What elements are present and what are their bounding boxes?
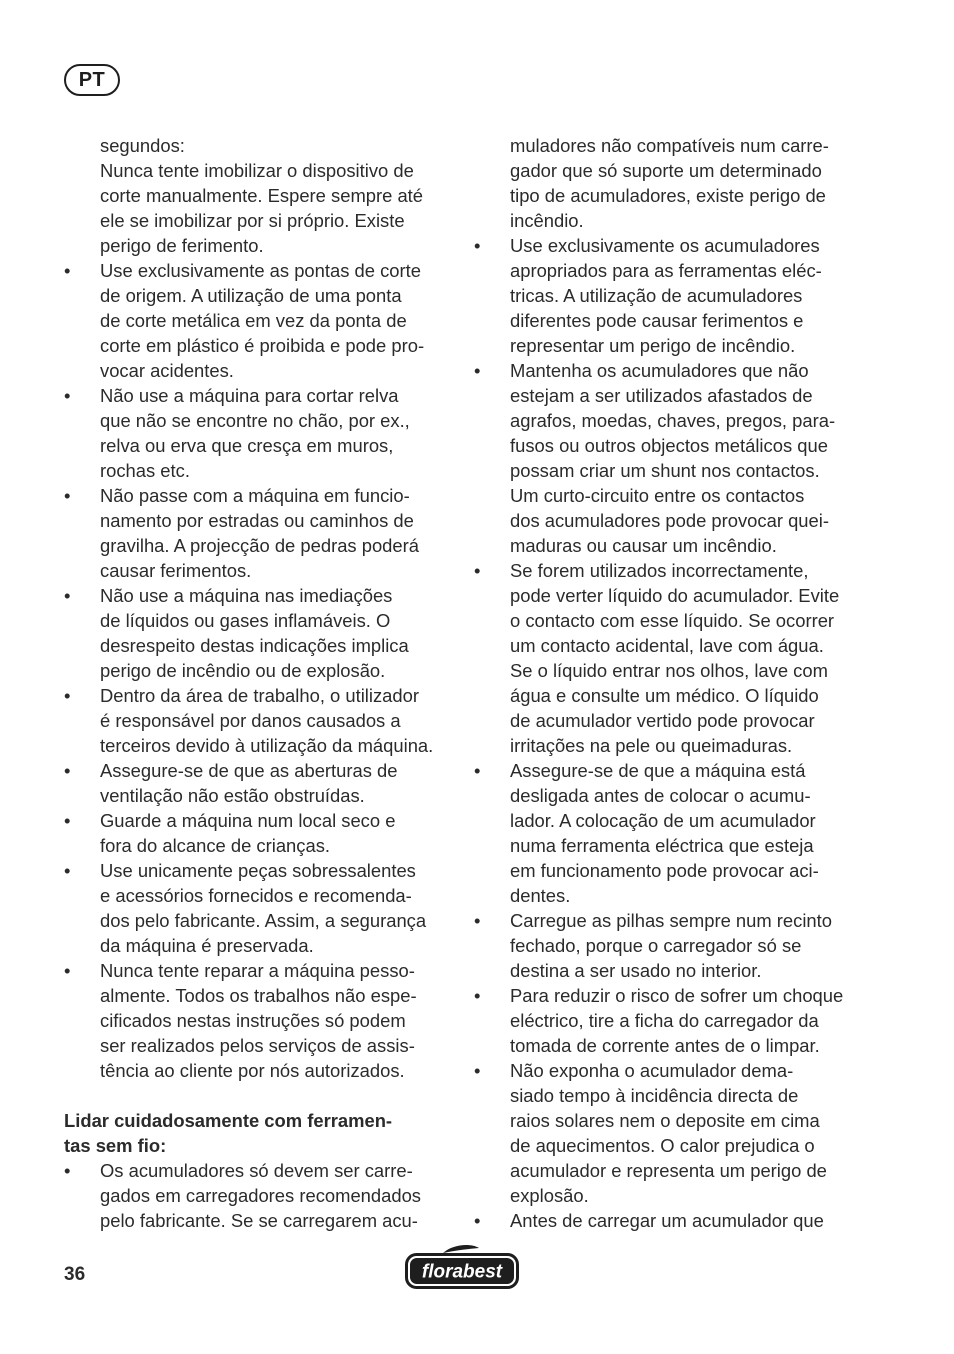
paragraph-gap: [64, 1083, 450, 1108]
page-number: 36: [64, 1264, 86, 1285]
text-line: [474, 408, 860, 433]
text-line: [64, 708, 450, 733]
text-line: [474, 1008, 860, 1033]
line-text: dentes.: [510, 885, 571, 906]
text-line: [474, 158, 860, 183]
text-line: [64, 933, 450, 958]
text-line: [64, 383, 450, 408]
text-line: [64, 408, 450, 433]
text-line: [64, 758, 450, 783]
line-text: da máquina é preservada.: [100, 935, 314, 956]
line-text: relva ou erva que cresça em muros,: [100, 435, 394, 456]
right-text-column: [474, 133, 860, 1233]
line-text: almente. Todos os trabalhos não espe-: [100, 985, 417, 1006]
line-text: tomada de corrente antes de o limpar.: [510, 1035, 820, 1056]
text-line: [474, 758, 860, 783]
text-line: [64, 808, 450, 833]
text-line: [64, 358, 450, 383]
line-text: Use exclusivamente as pontas de corte: [100, 260, 421, 281]
text-line: [64, 183, 450, 208]
text-line: [474, 1158, 860, 1183]
text-line: [64, 658, 450, 683]
text-line: [64, 433, 450, 458]
left-text-column: [64, 133, 450, 1233]
text-line: [474, 1133, 860, 1158]
bullet-marker: •: [474, 1060, 481, 1081]
line-text: Para reduzir o risco de sofrer um choque: [510, 985, 844, 1006]
line-text: Assegure-se de que as aberturas de: [100, 760, 398, 781]
text-line: [64, 883, 450, 908]
line-text: representar um perigo de incêndio.: [510, 335, 796, 356]
text-line: [474, 133, 860, 158]
text-line: [474, 233, 860, 258]
text-line: [64, 458, 450, 483]
line-text: e acessórios fornecidos e recomenda-: [100, 885, 412, 906]
line-text: de origem. A utilização de uma ponta: [100, 285, 402, 306]
line-text: vocar acidentes.: [100, 360, 234, 381]
section-heading-line: [64, 1133, 450, 1158]
line-text: causar ferimentos.: [100, 560, 252, 581]
bullet-marker: •: [474, 360, 481, 381]
line-text: tas sem fio:: [64, 1135, 167, 1156]
line-text: perigo de incêndio ou de explosão.: [100, 660, 386, 681]
bullet-marker: •: [64, 860, 71, 881]
text-line: [474, 858, 860, 883]
text-line: [64, 533, 450, 558]
text-line: [474, 1183, 860, 1208]
bullet-marker: •: [64, 810, 71, 831]
text-line: [64, 283, 450, 308]
line-text: ser realizados pelos serviços de assis-: [100, 1035, 415, 1056]
line-text: Mantenha os acumuladores que não: [510, 360, 809, 381]
text-line: [474, 933, 860, 958]
text-line: [474, 783, 860, 808]
line-text: rochas etc.: [100, 460, 190, 481]
line-text: terceiros devido à utilização da máquina.: [100, 735, 434, 756]
line-text: desrespeito destas indicações implica: [100, 635, 409, 656]
line-text: Não use a máquina nas imediações: [100, 585, 393, 606]
line-text: incêndio.: [510, 210, 584, 231]
section-heading-line: [64, 1108, 450, 1133]
line-text: cificados nestas instruções só podem: [100, 1010, 406, 1031]
line-text: um contacto acidental, lave com água.: [510, 635, 824, 656]
line-text: Se o líquido entrar nos olhos, lave com: [510, 660, 828, 681]
text-line: [64, 308, 450, 333]
line-text: dos acumuladores pode provocar quei-: [510, 510, 829, 531]
line-text: agrafos, moedas, chaves, pregos, para-: [510, 410, 836, 431]
line-text: Não use a máquina para cortar relva: [100, 385, 399, 406]
bullet-marker: •: [64, 385, 71, 406]
text-line: [64, 558, 450, 583]
line-text: desligada antes de colocar o acumu-: [510, 785, 811, 806]
text-line: [474, 1083, 860, 1108]
text-line: [64, 583, 450, 608]
line-text: tência ao cliente por nós autorizados.: [100, 1060, 405, 1081]
line-text: é responsável por danos causados a: [100, 710, 401, 731]
line-text: dos pelo fabricante. Assim, a segurança: [100, 910, 427, 931]
line-text: eléctrico, tire a ficha do carregador da: [510, 1010, 819, 1031]
text-line: [474, 583, 860, 608]
line-text: gravilha. A projecção de pedras poderá: [100, 535, 419, 556]
bullet-marker: •: [474, 910, 481, 931]
line-text: apropriados para as ferramentas eléc-: [510, 260, 822, 281]
text-line: [474, 358, 860, 383]
text-line: [64, 958, 450, 983]
line-text: Assegure-se de que a máquina está: [510, 760, 806, 781]
text-line: [474, 183, 860, 208]
line-text: ele se imobilizar por si próprio. Existe: [100, 210, 405, 231]
text-line: [64, 1183, 450, 1208]
text-line: [474, 733, 860, 758]
text-line: [64, 208, 450, 233]
text-line: [474, 608, 860, 633]
text-line: [64, 483, 450, 508]
bullet-marker: •: [64, 585, 71, 606]
line-text: destina a ser usado no interior.: [510, 960, 762, 981]
line-text: Não passe com a máquina em funcio-: [100, 485, 410, 506]
text-line: [64, 158, 450, 183]
line-text: raios solares nem o deposite em cima: [510, 1110, 820, 1131]
text-line: [64, 858, 450, 883]
line-text: Use unicamente peças sobressalentes: [100, 860, 416, 881]
line-text: corte manualmente. Espere sempre até: [100, 185, 424, 206]
text-line: [474, 883, 860, 908]
text-line: [474, 808, 860, 833]
line-text: gados em carregadores recomendados: [100, 1185, 422, 1206]
text-line: [64, 1008, 450, 1033]
line-text: de acumulador vertido pode provocar: [510, 710, 815, 731]
line-text: muladores não compatíveis num carre-: [510, 135, 829, 156]
text-line: [64, 133, 450, 158]
text-line: [474, 1208, 860, 1233]
line-text: Os acumuladores só devem ser carre-: [100, 1160, 413, 1181]
line-text: fora do alcance de crianças.: [100, 835, 331, 856]
line-text: que não se encontre no chão, por ex.,: [100, 410, 410, 431]
bullet-marker: •: [64, 685, 71, 706]
line-text: tipo de acumuladores, existe perigo de: [510, 185, 826, 206]
line-text: gador que só suporte um determinado: [510, 160, 822, 181]
line-text: de aquecimentos. O calor prejudica o: [510, 1135, 815, 1156]
text-line: [474, 458, 860, 483]
text-line: [474, 333, 860, 358]
logo-text: florabest: [421, 1261, 503, 1283]
line-text: água e consulte um médico. O líquido: [510, 685, 819, 706]
line-text: perigo de ferimento.: [100, 235, 264, 256]
line-text: pelo fabricante. Se se carregarem acu-: [100, 1210, 418, 1231]
text-line: [474, 208, 860, 233]
line-text: maduras ou causar um incêndio.: [510, 535, 777, 556]
line-text: tricas. A utilização de acumuladores: [510, 285, 803, 306]
language-badge: PT: [64, 64, 120, 96]
line-text: fusos ou outros objectos metálicos que: [510, 435, 828, 456]
line-text: Antes de carregar um acumulador que: [510, 1210, 824, 1231]
line-text: lador. A colocação de um acumulador: [510, 810, 816, 831]
text-line: [474, 1033, 860, 1058]
line-text: de corte metálica em vez da ponta de: [100, 310, 407, 331]
text-line: [474, 558, 860, 583]
text-line: [64, 508, 450, 533]
line-text: namento por estradas ou caminhos de: [100, 510, 414, 531]
text-line: [474, 683, 860, 708]
line-text: Se forem utilizados incorrectamente,: [510, 560, 809, 581]
line-text: Nunca tente imobilizar o dispositivo de: [100, 160, 414, 181]
bullet-marker: •: [474, 760, 481, 781]
line-text: acumulador e representa um perigo de: [510, 1160, 827, 1181]
text-line: [474, 483, 860, 508]
text-line: [474, 1058, 860, 1083]
line-text: Dentro da área de trabalho, o utilizador: [100, 685, 419, 706]
line-text: de líquidos ou gases inflamáveis. O: [100, 610, 391, 631]
bullet-marker: •: [64, 960, 71, 981]
text-line: [474, 983, 860, 1008]
text-line: [64, 833, 450, 858]
line-text: Carregue as pilhas sempre num recinto: [510, 910, 832, 931]
text-line: [474, 258, 860, 283]
text-line: [474, 833, 860, 858]
text-line: [64, 683, 450, 708]
line-text: possam criar um shunt nos contactos.: [510, 460, 820, 481]
text-line: [64, 733, 450, 758]
bullet-marker: •: [474, 235, 481, 256]
text-line: [474, 383, 860, 408]
line-text: segundos:: [100, 135, 185, 156]
line-text: Um curto-circuito entre os contactos: [510, 485, 805, 506]
text-line: [64, 1158, 450, 1183]
bullet-marker: •: [64, 485, 71, 506]
line-text: estejam a ser utilizados afastados de: [510, 385, 813, 406]
line-text: irritações na pele ou queimaduras.: [510, 735, 793, 756]
text-line: [474, 908, 860, 933]
line-text: numa ferramenta eléctrica que esteja: [510, 835, 814, 856]
text-line: [64, 983, 450, 1008]
text-line: [64, 1208, 450, 1233]
line-text: o contacto com esse líquido. Se ocorrer: [510, 610, 835, 631]
text-line: [474, 708, 860, 733]
bullet-marker: •: [474, 560, 481, 581]
bullet-marker: •: [64, 760, 71, 781]
bullet-marker: •: [64, 1160, 71, 1181]
text-line: [474, 283, 860, 308]
text-line: [64, 908, 450, 933]
line-text: fechado, porque o carregador só se: [510, 935, 802, 956]
line-text: Use exclusivamente os acumuladores: [510, 235, 820, 256]
text-line: [64, 233, 450, 258]
text-line: [64, 608, 450, 633]
text-line: [64, 783, 450, 808]
line-text: siado tempo à incidência directa de: [510, 1085, 799, 1106]
line-text: explosão.: [510, 1185, 589, 1206]
text-line: [64, 258, 450, 283]
bullet-marker: •: [64, 260, 71, 281]
text-line: [64, 633, 450, 658]
line-text: Lidar cuidadosamente com ferramen-: [64, 1110, 393, 1131]
text-line: [474, 633, 860, 658]
line-text: Guarde a máquina num local seco e: [100, 810, 396, 831]
bullet-marker: •: [474, 1210, 481, 1231]
text-line: [474, 533, 860, 558]
bullet-marker: •: [474, 985, 481, 1006]
line-text: ventilação não estão obstruídas.: [100, 785, 365, 806]
text-line: [64, 333, 450, 358]
line-text: Nunca tente reparar a máquina pesso-: [100, 960, 415, 981]
text-line: [64, 1033, 450, 1058]
line-text: Não exponha o acumulador dema-: [510, 1060, 794, 1081]
line-text: em funcionamento pode provocar aci-: [510, 860, 819, 881]
text-line: [64, 1058, 450, 1083]
text-line: [474, 308, 860, 333]
text-line: [474, 433, 860, 458]
line-text: diferentes pode causar ferimentos e: [510, 310, 804, 331]
text-line: [474, 958, 860, 983]
text-line: [474, 658, 860, 683]
text-line: [474, 1108, 860, 1133]
florabest-logo: [405, 1244, 519, 1290]
line-text: corte em plástico é proibida e pode pro-: [100, 335, 425, 356]
line-text: pode verter líquido do acumulador. Evite: [510, 585, 840, 606]
text-line: [474, 508, 860, 533]
